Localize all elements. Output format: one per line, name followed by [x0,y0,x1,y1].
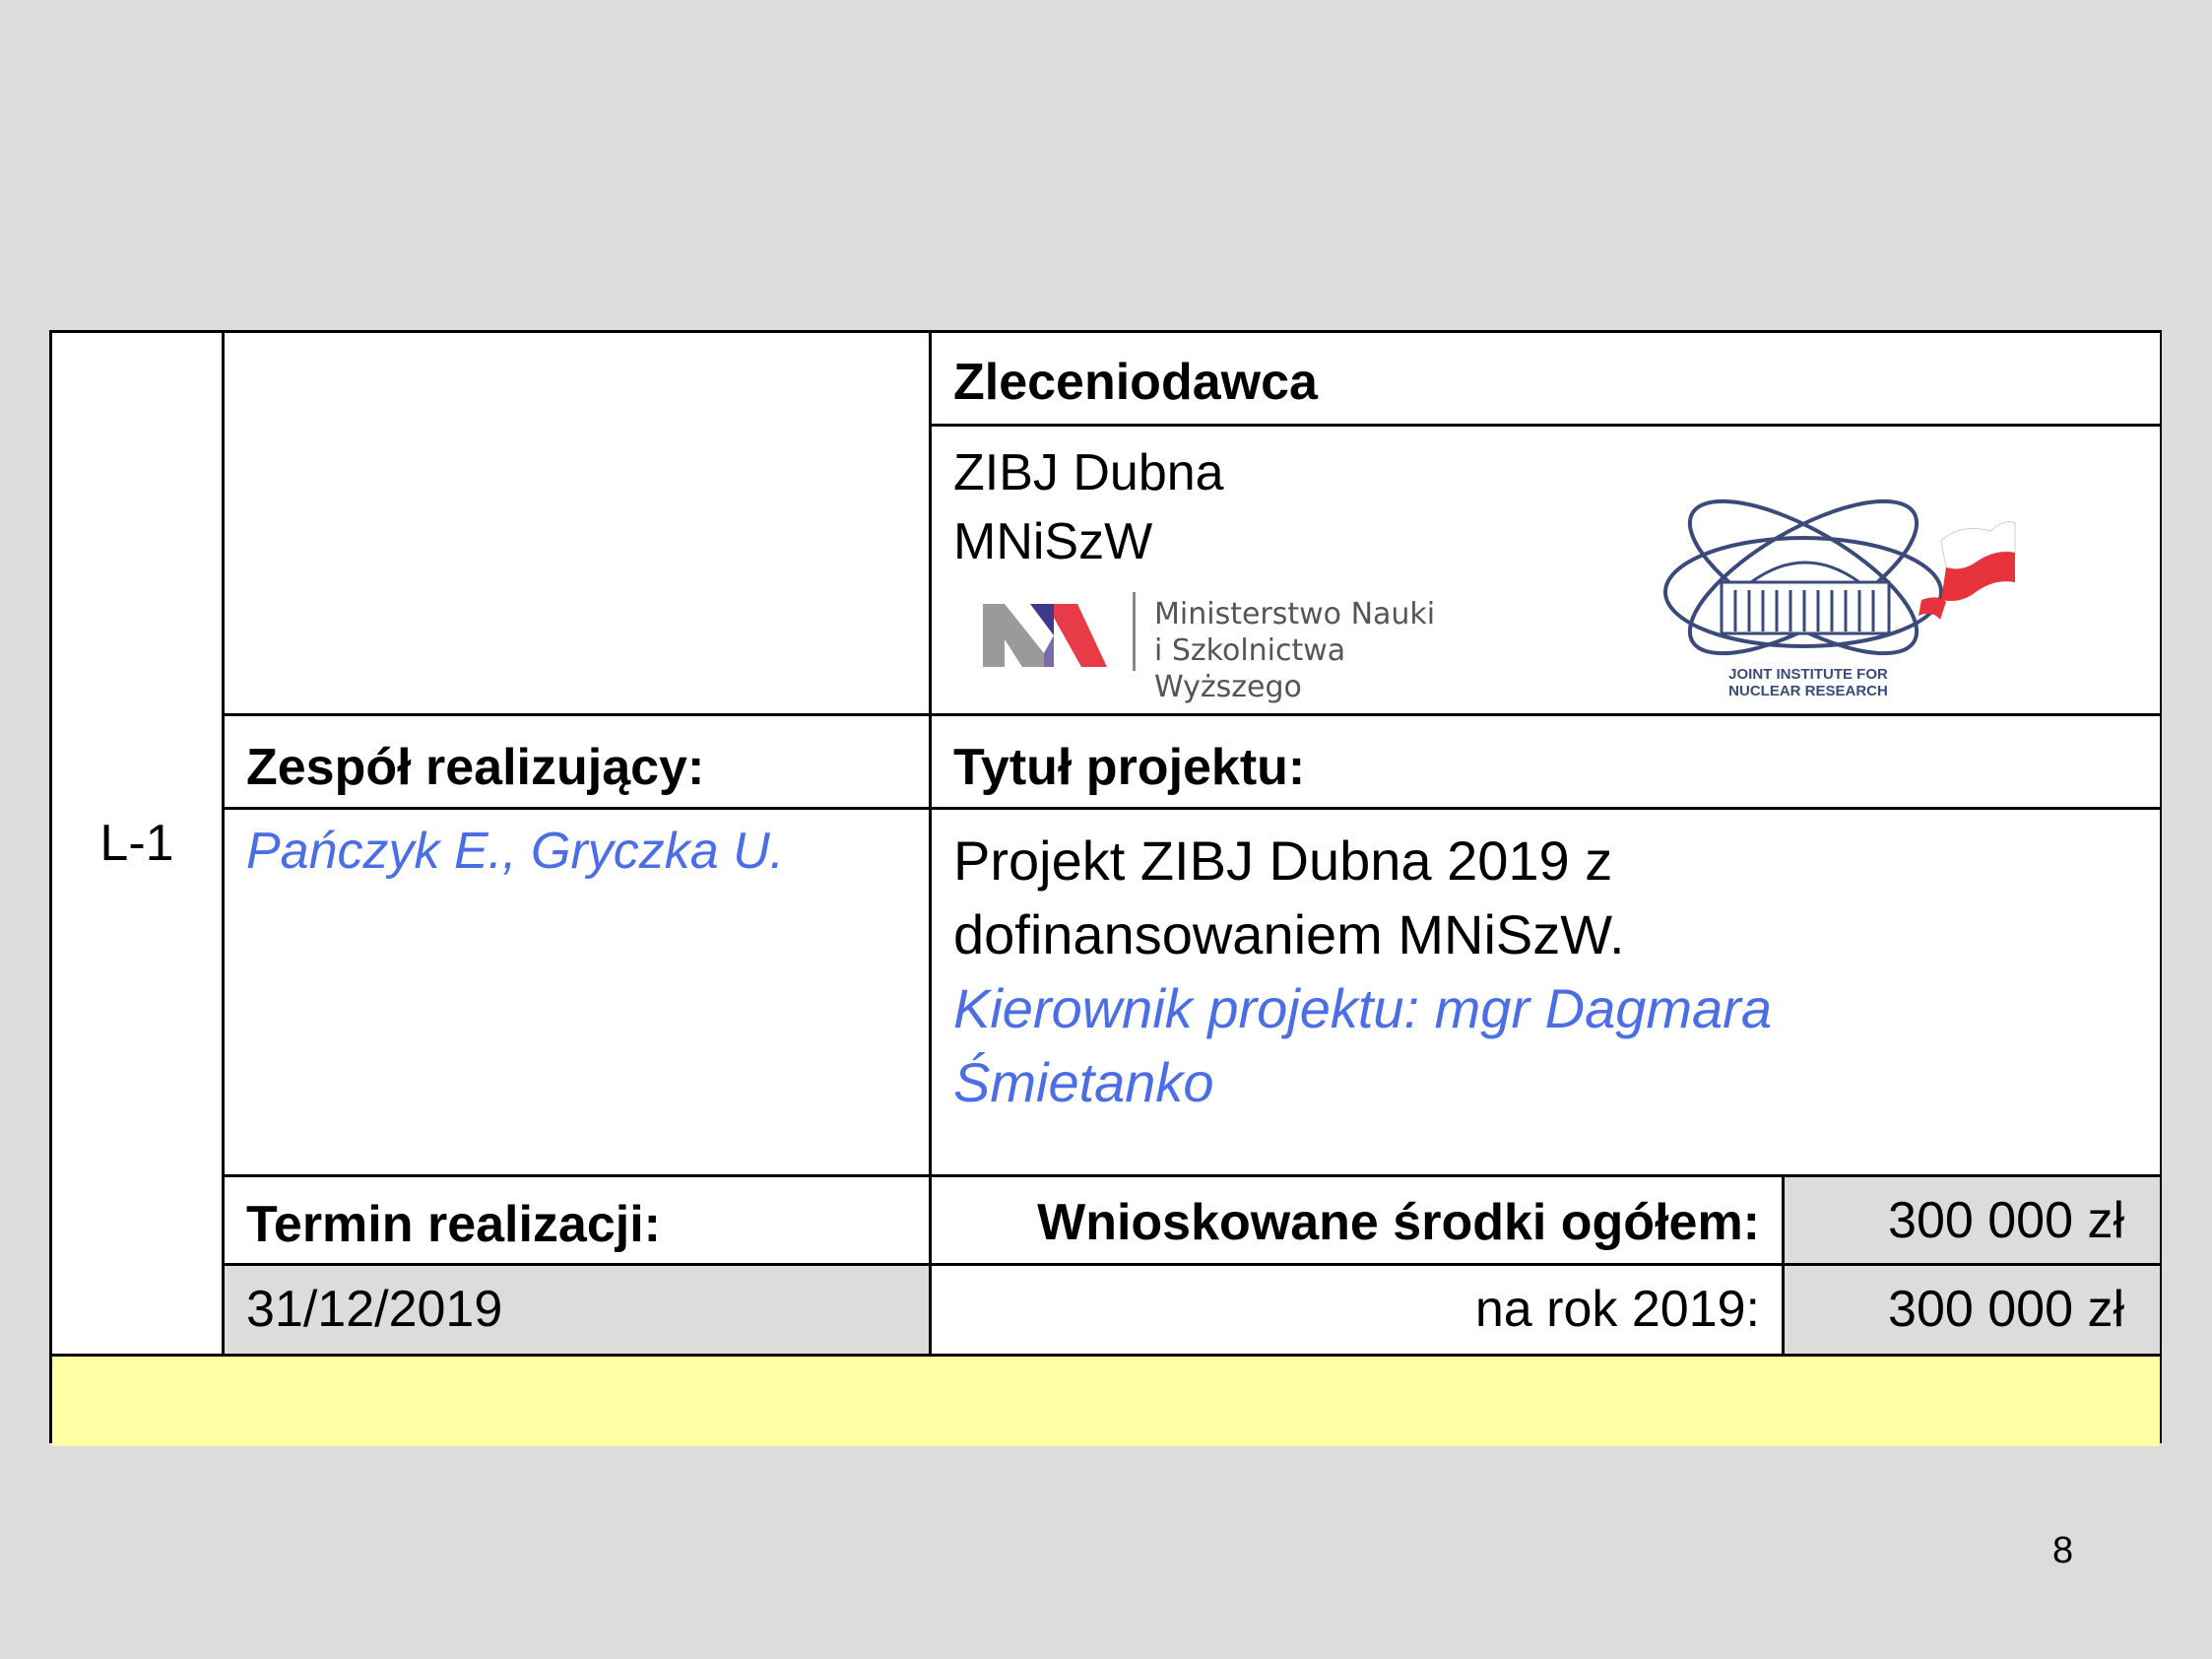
funds-year-label: na rok 2019: [1474,1281,1760,1338]
team-value: Pańczyk E., Gryczka U. [246,823,785,880]
row-id-cell [52,333,225,1357]
funds-year-value-cell [1785,1266,2160,1357]
deadline-label: Termin realizacji: [246,1196,661,1253]
page-number: 8 [2052,1530,2074,1571]
client-label-cell [932,333,2160,427]
deadline-value-cell [225,1266,932,1357]
jinr-logo-line-2: NUCLEAR RESEARCH [1728,683,1888,699]
team-label-cell [225,716,932,810]
project-table [49,330,2162,1443]
funds-total-label: Wnioskowane środki ogółem: [1037,1194,1760,1251]
deadline-label-cell [225,1177,932,1266]
note-row [52,1357,2160,1446]
deadline-value: 31/12/2019 [246,1281,503,1338]
funds-year-label-cell [932,1266,1785,1357]
project-label-cell [932,716,2160,810]
row-id: L-1 [99,815,174,872]
funds-total-label-cell [932,1177,1785,1266]
funds-total-value: 300 000 zł [1888,1192,2124,1249]
client-line-2: MNiSzW [953,513,1153,570]
project-title-line-1: Projekt ZIBJ Dubna 2019 z [953,830,1613,892]
client-value-cell [932,427,2160,716]
ministry-logo-line-2: i Szkolnictwa Wyższego [1154,633,1346,704]
ministry-logo [983,592,1475,704]
jinr-logo-line-1: JOINT INSTITUTE FOR [1728,666,1888,683]
team-label: Zespół realizujący: [246,739,705,796]
project-title-line-2: dofinansowaniem MNiSzW. [953,903,1625,965]
client-label: Zleceniodawca [953,354,1318,411]
funds-year-value: 300 000 zł [1888,1281,2124,1338]
empty-cell [225,333,932,716]
project-label: Tytuł projektu: [953,739,1306,796]
client-line-1: ZIBJ Dubna [953,444,1224,501]
project-manager-line-1: Kierownik projektu: mgr Dagmara [953,977,1772,1039]
funds-total-value-cell [1785,1177,2160,1266]
team-value-cell [225,810,932,1177]
jinr-logo [1660,484,2035,710]
ministry-logo-line-1: Ministerstwo Nauki [1154,597,1436,631]
project-value-cell [932,810,2160,1177]
project-manager-line-2: Śmietanko [953,1051,1214,1113]
